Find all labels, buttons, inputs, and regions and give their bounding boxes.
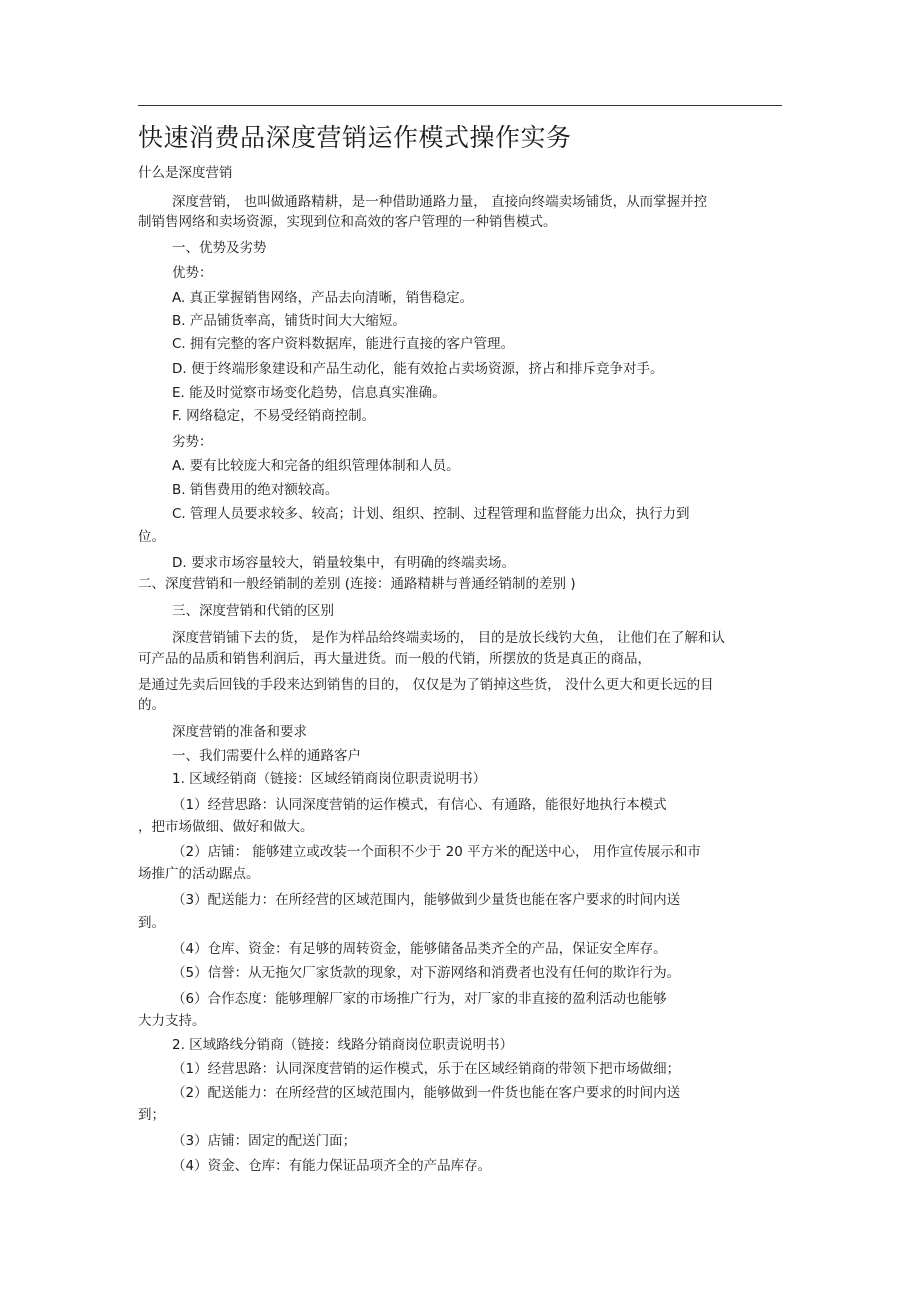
distributor-1-line: 场推广的活动踞点。 [138, 866, 260, 882]
disadvantage-item: D. 要求市场容量较大，销量较集中，有明确的终端卖场。 [172, 555, 515, 571]
advantages-label: 优势： [172, 265, 213, 281]
document-title: 快速消费品深度营销运作模式操作实务 [138, 123, 572, 152]
distributor-1-line: （6）合作态度：能够理解厂家的市场推广行为，对厂家的非直接的盈利活动也能够 [172, 991, 667, 1007]
disadvantage-item-cont: 位。 [138, 529, 165, 545]
disadvantage-item: B. 销售费用的绝对额较高。 [172, 482, 339, 498]
distributor-1-line: （3）配送能力：在所经营的区域范围内，能够做到少量货也能在客户要求的时间内送 [172, 892, 681, 908]
advantage-item: C. 拥有完整的客户资料数据库，能进行直接的客户管理。 [172, 336, 515, 352]
sec3-line: 深度营销铺下去的货， 是作为样品给终端卖场的， 目的是放长线钓大鱼， 让他们在了解和认 [172, 630, 725, 646]
section-what-is: 什么是深度营销 [138, 165, 233, 181]
distributor-1-heading: 1. 区域经销商（链接：区域经销商岗位职责说明书） [172, 771, 487, 787]
sec3-heading: 三、深度营销和代销的区别 [172, 603, 334, 619]
sec1-heading: 一、优势及劣势 [172, 240, 267, 256]
distributor-2-heading: 2. 区域路线分销商（链接：线路分销商岗位职责说明书） [172, 1037, 514, 1053]
prep-subheading: 一、我们需要什么样的通路客户 [172, 748, 361, 764]
distributor-2-line: （4）资金、仓库：有能力保证品项齐全的产品库存。 [172, 1158, 492, 1174]
advantage-item: A. 真正掌握销售网络，产品去向清晰，销售稳定。 [172, 290, 474, 306]
header-rule [138, 105, 782, 106]
distributor-1-line: 到。 [138, 915, 165, 931]
distributor-1-line: （2）店铺： 能够建立或改装一个面积不少于 20 平方米的配送中心， 用作宣传展示和市 [172, 844, 701, 860]
distributor-1-line: ，把市场做细、做好和做大。 [138, 819, 314, 835]
distributor-2-line: 到； [138, 1107, 165, 1123]
distributor-1-line: 大力支持。 [138, 1013, 206, 1029]
distributor-1-line: （1）经营思路：认同深度营销的运作模式，有信心、有通路，能很好地执行本模式 [172, 797, 667, 813]
intro-line-2: 制销售网络和卖场资源，实现到位和高效的客户管理的一种销售模式。 [138, 214, 557, 230]
sec3-line: 的。 [138, 697, 165, 713]
disadvantage-item: A. 要有比较庞大和完备的组织管理体制和人员。 [172, 458, 460, 474]
distributor-2-line: （2）配送能力：在所经营的区域范围内，能够做到一件货也能在客户要求的时间内送 [172, 1085, 681, 1101]
advantage-item: D. 便于终端形象建设和产品生动化，能有效抢占卖场资源，挤占和排斥竞争对手。 [172, 361, 664, 377]
distributor-2-line: （1）经营思路：认同深度营销的运作模式，乐于在区域经销商的带领下把市场做细； [172, 1061, 681, 1077]
sec3-line: 可产品的品质和销售利润后，再大量进货。而一般的代销，所摆放的货是真正的商品， [138, 651, 651, 667]
advantage-item: B. 产品铺货率高，铺货时间大大缩短。 [172, 313, 406, 329]
sec2-heading: 二、深度营销和一般经销制的差别 (连接：通路精耕与普通经销制的差别 ) [138, 576, 576, 592]
intro-line-1: 深度营销， 也叫做通路精耕，是一种借助通路力量， 直接向终端卖场铺货，从而掌握并控 [172, 194, 708, 210]
distributor-2-line: （3）店铺：固定的配送门面； [172, 1133, 357, 1149]
prep-heading: 深度营销的准备和要求 [172, 724, 307, 740]
disadvantages-label: 劣势： [172, 434, 213, 450]
distributor-1-line: （4）仓库、资金：有足够的周转资金，能够储备品类齐全的产品，保证安全库存。 [172, 941, 667, 957]
sec3-line: 是通过先卖后回钱的手段来达到销售的目的， 仅仅是为了销掉这些货， 没什么更大和更长远的目 [138, 677, 714, 693]
advantage-item: E. 能及时觉察市场变化趋势，信息真实准确。 [172, 385, 446, 401]
advantage-item: F. 网络稳定，不易受经销商控制。 [172, 408, 376, 424]
disadvantage-item: C. 管理人员要求较多、较高；计划、组织、控制、过程管理和监督能力出众，执行力到 [172, 506, 690, 522]
distributor-1-line: （5）信誉：从无拖欠厂家货款的现象，对下游网络和消费者也没有任何的欺诈行为。 [172, 965, 681, 981]
